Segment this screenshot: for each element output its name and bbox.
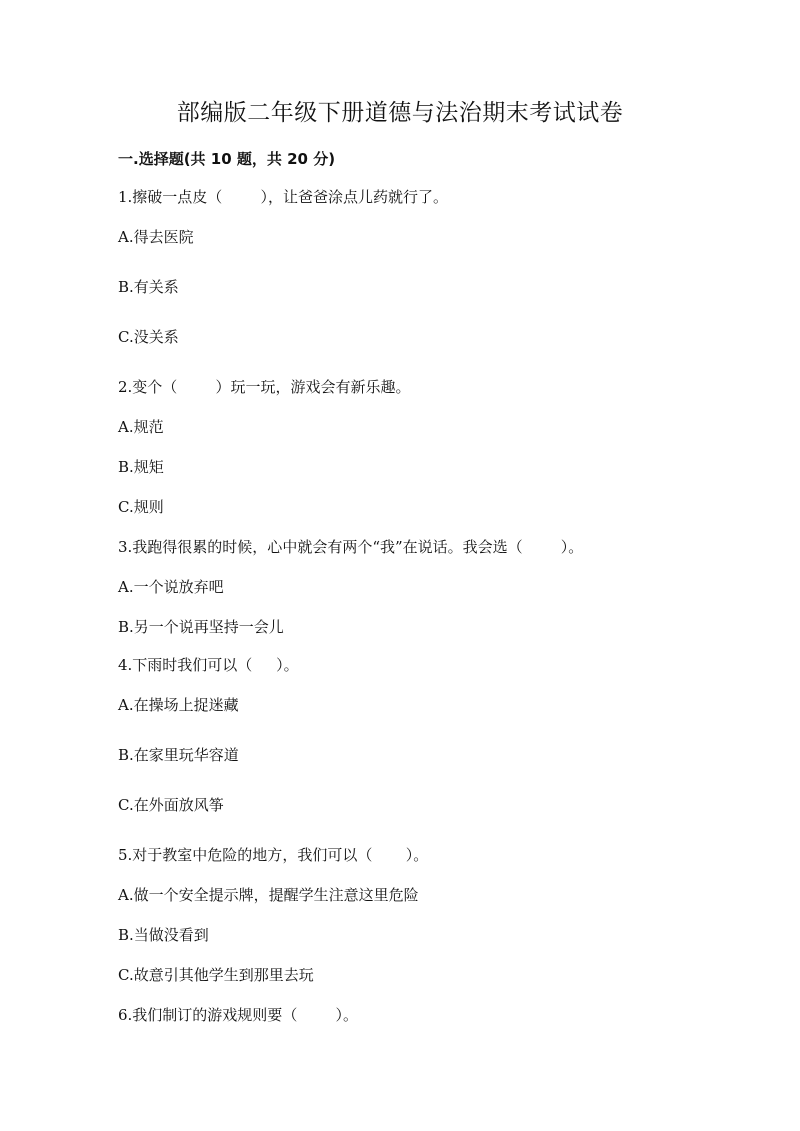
question-stem: 5.对于教室中危险的地方，我们可以（ ）。 [118,846,429,864]
option: A.一个说放弃吧 [118,578,224,596]
option: B.另一个说再坚持一会儿 [118,618,284,636]
question-stem: 3.我跑得很累的时候，心中就会有两个“我”在说话。我会选（ ）。 [118,538,584,556]
option: B.在家里玩华容道 [118,746,239,764]
question-stem: 2.变个（ ）玩一玩，游戏会有新乐趣。 [118,378,411,396]
question-stem: 1.擦破一点皮（ ），让爸爸涂点儿药就行了。 [118,188,448,206]
option: B.有关系 [118,278,179,296]
option: C.没关系 [118,328,179,346]
question-stem: 4.下雨时我们可以（ ）。 [118,656,299,674]
option: C.规则 [118,498,164,516]
option: B.当做没看到 [118,926,209,944]
section-heading: 一.选择题(共 10 题，共 20 分) [118,150,336,168]
option: C.在外面放风筝 [118,796,224,814]
option: A.得去医院 [118,228,194,246]
option: B.规矩 [118,458,164,476]
option: A.做一个安全提示牌，提醒学生注意这里危险 [118,886,419,904]
option: A.规范 [118,418,164,436]
question-stem: 6.我们制订的游戏规则要（ ）。 [118,1006,358,1024]
option: A.在操场上捉迷藏 [118,696,239,714]
exam-title: 部编版二年级下册道德与法治期末考试试卷 [176,100,624,126]
option: C.故意引其他学生到那里去玩 [118,966,314,984]
